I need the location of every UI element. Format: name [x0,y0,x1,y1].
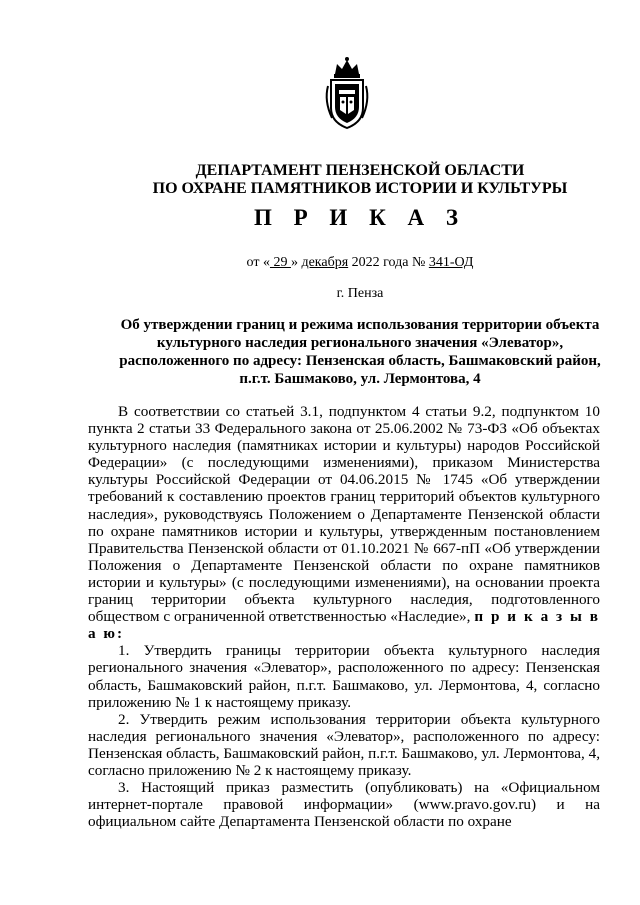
subject-line-4: п.г.т. Башмаково, ул. Лермонтова, 4 [239,371,481,387]
coat-of-arms-icon [322,56,372,130]
order-date-number [100,255,620,271]
order-day: 29 [269,255,291,270]
item-3: 3. Настоящий приказ разместить (опубликовать) на «Официальном интернет-портале правовой информации» (www.pravo.gov.ru) и на официальном сайте Департамента Пензенской области по охране [88,779,600,831]
order-month: декабря [301,255,349,270]
item-1: 1. Утвердить границы территории объекта культурного наследия регионального значения «Элеватор», расположенного по адресу: Пензенская область, Башмаковский район, п.г.т. Башмаково, ул. Лермонтова, 4, согласно приложению № 1 к настоящему приказу. [88,642,600,711]
date-prefix: от « [246,255,270,270]
order-subject [100,316,620,388]
subject-line-1: Об утверждении границ и режима использования территории объекта [120,317,600,333]
order-body [88,403,600,830]
intro-text: В соответствии со статьей 3.1, подпунктом 4 статьи 9.2, подпунктом 10 пункта 2 статьи 33 Федерального закона от 25.06.2002 № 73-ФЗ «Об объектах культурного наследия (памятниках истории и культуры) народов Российской Федерации» (с последующими изменениями), приказом Министерства культуры Российской Федерации от 04.06.2015 № 1745 «Об утверждении требований к составлению проектов границ территорий объектов культурного наследия», руководствуясь Положением о Департаменте Пензенской области по охране памятников истории и культуры, утвержденным постановлением Правительства Пензенской области от 01.10.2021 № 667-пП «Об утверждении Положения о Департаменте Пензенской области по охране памятников истории и культуры» (с последующими изменениями), на основании проекта границ территории объекта культурного наследия, подготовленного обществом с ограниченной ответственностью «Наследие», [88,403,600,626]
item-2: 2. Утвердить режим использования территории объекта культурного наследия регионального значения «Элеватор», расположенного по адресу: Пензенская область, Башмаковский район, п.г.т. Башмаково, ул. Лермонтова, 4, согласно приложению № 2 к настоящему приказу. [88,710,600,779]
order-number: 341-ОД [428,255,474,270]
department-line-2: ПО ОХРАНЕ ПАМЯТНИКОВ ИСТОРИИ И КУЛЬТУРЫ [152,180,568,197]
order-title: П Р И К А З [253,205,466,230]
order-city: г. Пенза [336,286,384,301]
decree-word: п р и к а з ы в а ю: [88,608,600,643]
date-mid: » [290,255,302,270]
department-name [100,162,620,198]
order-year: 2022 года № [348,255,429,270]
subject-line-3: расположенного по адресу: Пензенская область, Башмаковский район, [119,353,601,369]
subject-line-2: культурного наследия регионального значения «Элеватор», [156,335,564,351]
intro-paragraph [88,403,600,642]
department-line-1: ДЕПАРТАМЕНТ ПЕНЗЕНСКОЙ ОБЛАСТИ [195,162,525,179]
